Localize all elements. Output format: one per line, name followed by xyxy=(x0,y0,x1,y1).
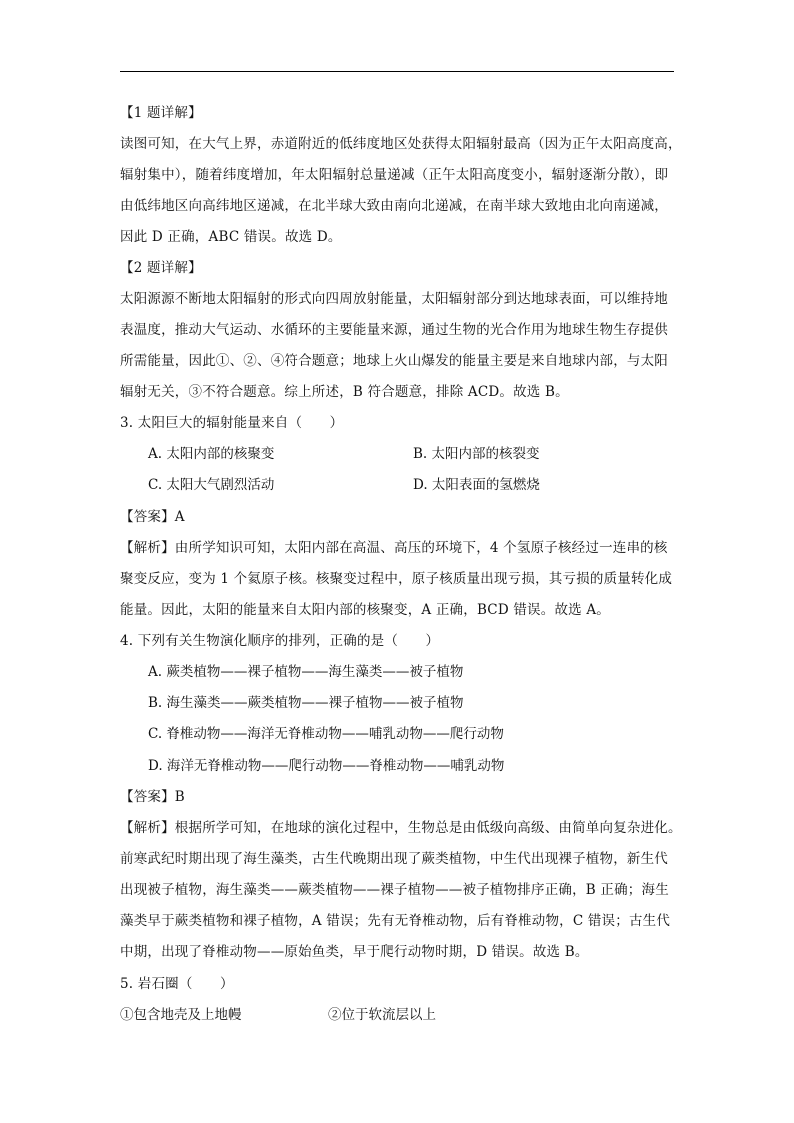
q4-option-a: A. 蕨类植物——裸子植物——海生藻类——被子植物 xyxy=(148,664,464,680)
q5-option-1: ①包含地壳及上地幔 xyxy=(120,1007,242,1023)
q4-analysis-line: 【解析】根据所学可知，在地球的演化过程中，生物总是由低级向高级、由简单向复杂进化。 xyxy=(120,820,682,836)
q5-stem: 5. 岩石圈（ ） xyxy=(120,976,234,992)
q2-text-line: 太阳源源不断地太阳辐射的形式向四周放射能量，太阳辐射部分到达地球表面，可以维持地 xyxy=(120,291,668,307)
q1-explanation xyxy=(120,98,682,253)
q1-text-line: 由低纬地区向高纬地区递减，在北半球大致由南向北递减，在南半球大致地由北向南递减， xyxy=(120,198,668,214)
q5-option-2: ②位于软流层以上 xyxy=(328,1007,436,1023)
q4-option-d: D. 海洋无脊椎动物——爬行动物——脊椎动物——哺乳动物 xyxy=(148,758,505,774)
q3-stem: 3. 太阳巨大的辐射能量来自（ ） xyxy=(120,415,344,431)
q4-analysis xyxy=(120,813,682,968)
q4-stem: 4. 下列有关生物演化顺序的排列，正确的是（ ） xyxy=(120,633,440,649)
q1-heading: 【1 题详解】 xyxy=(120,105,202,121)
q3-answer: 【答案】A xyxy=(120,509,185,525)
q4-option-b: B. 海生藻类——蕨类植物——裸子植物——被子植物 xyxy=(148,695,464,711)
q2-text-line: 所需能量，因此①、②、④符合题意；地球上火山爆发的能量主要是来自地球内部，与太阳 xyxy=(120,353,668,369)
q4-analysis-line: 中期，出现了脊椎动物——原始鱼类，早于爬行动物时期，D 错误。故选 B。 xyxy=(120,944,589,960)
header-rule xyxy=(120,71,674,72)
q4-analysis-line: 藻类早于蕨类植物和裸子植物，A 错误；先有无脊椎动物，后有脊椎动物，C 错误；古生代 xyxy=(120,913,671,929)
q2-text-line: 辐射无关，③不符合题意。综上所述，B 符合题意，排除 ACD。故选 B。 xyxy=(120,384,569,400)
q4-analysis-line: 前寒武纪时期出现了海生藻类，古生代晚期出现了蕨类植物，中生代出现裸子植物，新生代 xyxy=(120,851,668,867)
q1-text-line: 读图可知，在大气上界，赤道附近的低纬度地区处获得太阳辐射最高（因为正午太阳高度高， xyxy=(120,136,682,152)
q3-option-b: B. 太阳内部的核裂变 xyxy=(413,446,540,462)
q2-heading: 【2 题详解】 xyxy=(120,260,202,276)
q2-text-line: 表温度，推动大气运动、水循环的主要能量来源，通过生物的光合作用为地球生物生存提供 xyxy=(120,322,668,338)
q3-option-c: C. 太阳大气剧烈活动 xyxy=(148,477,275,493)
q3-analysis-line: 能量。因此，太阳的能量来自太阳内部的核聚变，A 正确，BCD 错误。故选 A。 xyxy=(120,602,610,618)
q3-analysis-line: 聚变反应，变为 1 个氦原子核。核聚变过程中，原子核质量出现亏损，其亏损的质量转化成 xyxy=(120,571,673,587)
q2-explanation xyxy=(120,253,676,408)
q3-analysis-line: 【解析】由所学知识可知，太阳内部在高温、高压的环境下，4 个氢原子核经过一连串的核 xyxy=(120,540,668,556)
q4-analysis-line: 出现被子植物，海生藻类——蕨类植物——裸子植物——被子植物排序正确，B 正确；海生 xyxy=(120,882,669,898)
q1-text-line: 因此 D 正确，ABC 错误。故选 D。 xyxy=(120,229,342,245)
q1-text-line: 辐射集中），随着纬度增加，年太阳辐射总量递减（正午太阳高度变小，辐射逐渐分散），即 xyxy=(120,167,669,183)
q4-option-c: C. 脊椎动物——海洋无脊椎动物——哺乳动物——爬行动物 xyxy=(148,726,504,742)
q3-option-d: D. 太阳表面的氢燃烧 xyxy=(413,477,540,493)
q3-option-a: A. 太阳内部的核聚变 xyxy=(148,446,275,462)
q3-analysis xyxy=(120,533,676,626)
q4-answer: 【答案】B xyxy=(120,789,185,805)
